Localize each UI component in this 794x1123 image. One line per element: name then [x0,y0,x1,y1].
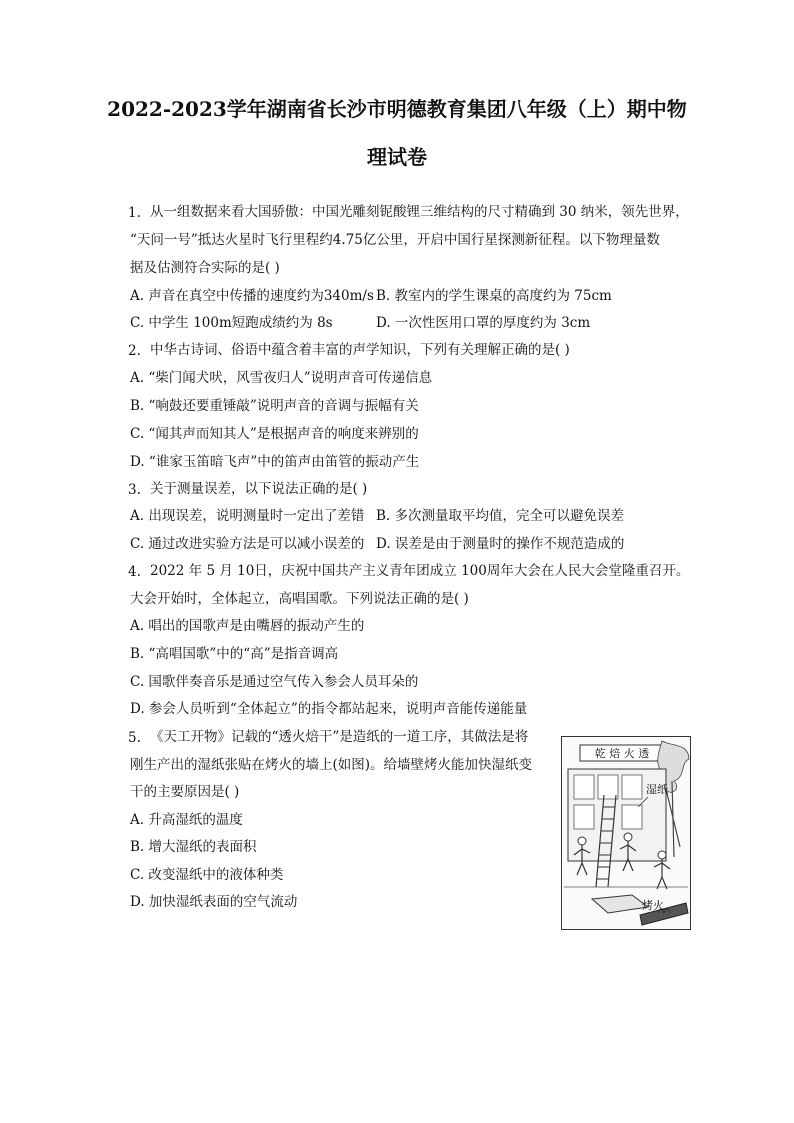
question-3-choice-d: D. 误差是由于测量时的操作不规范造成的 [376,536,625,552]
question-1-text-line2: “天问一号”抵达火星时飞行里程约4.75亿公里，开启中国行星探测新征程。以下物理量数 [130,232,660,248]
paper-sheet [598,775,618,799]
page-title-line2: 理试卷 [367,145,427,169]
worker-head [578,837,586,845]
question-3-choice-a: A. 出现误差，说明测量时一定出了差错 [130,508,365,524]
question-1-text-line1: 从一组数据来看大国骄傲：中国光雕刻铌酸锂三维结构的尺寸精确到 30 纳米，领先世界， [150,204,689,220]
question-4-choice-b: B. “高唱国歌”中的“高”是指音调高 [130,646,339,662]
illustration-drawing [562,737,690,929]
question-1-number: 1. [128,205,141,221]
question-1-choice-b: B. 教室内的学生课桌的高度约为 75cm [376,288,612,304]
question-2-choice-c: C. “闻其声而知其人”是根据声音的响度来辨别的 [130,426,419,442]
question-4-text-line1: 2022 年 5 月 10日，庆祝中国共产主义青年团成立 100周年大会在人民大会堂隆重召开。 [150,563,690,579]
paper-drying-illustration [561,736,691,930]
question-2-number: 2. [128,343,141,359]
paper-sheet [574,805,594,829]
worker-body [654,859,670,889]
label-fire: 烤火 [642,899,664,912]
paper-sheet [574,775,594,799]
question-5-text-line3: 干的主要原因是( ) [130,784,240,800]
paper-sheet [622,775,642,799]
question-4-text-line2: 大会开始时，全体起立，高唱国歌。下列说法正确的是( ) [130,591,469,607]
question-3-text-line1: 关于测量误差，以下说法正确的是( ) [150,481,368,497]
worker-head [658,851,666,859]
question-3-choice-c: C. 通过改进实验方法是可以减小误差的 [130,536,365,552]
question-5-choice-c: C. 改变湿纸中的液体种类 [130,867,284,883]
question-3-number: 3. [128,482,141,498]
question-5-choice-b: B. 增大湿纸的表面积 [130,839,257,855]
worker-head [624,833,632,841]
question-1-choice-a: A. 声音在真空中传播的速度约为340m/s [130,288,374,304]
question-5-number: 5. [128,730,141,746]
question-5-text-line2: 刚生产出的湿纸张贴在烤火的墙上(如图)。给墙壁烤火能加快湿纸变 [130,757,533,773]
question-3-choice-b: B. 多次测量取平均值，完全可以避免误差 [376,508,625,524]
question-4-choice-c: C. 国歌伴奏音乐是通过空气传入参会人员耳朵的 [130,674,419,690]
paper-stack [592,895,648,913]
question-5-text-line1: 《天工开物》记载的“透火焙干”是造纸的一道工序，其做法是将 [150,729,529,745]
page-title-line1: 2022-2023学年湖南省长沙市明德教育集团八年级（上）期中物 [107,97,687,121]
question-1-text-line3: 据及估测符合实际的是( ) [130,260,280,276]
question-1-choice-d: D. 一次性医用口罩的厚度约为 3cm [376,315,591,331]
paper-sheet [622,805,642,829]
question-2-choice-a: A. “柴门闻犬吠，风雪夜归人”说明声音可传递信息 [130,370,433,386]
question-5-choice-d: D. 加快湿纸表面的空气流动 [130,894,298,910]
question-4-number: 4. [128,564,141,580]
question-2-choice-d: D. “谁家玉笛暗飞声”中的笛声由笛管的振动产生 [130,454,420,470]
question-2-choice-b: B. “响鼓还要重锤敲”说明声音的音调与振幅有关 [130,398,419,414]
question-4-choice-d: D. 参会人员听到“全体起立”的指令都站起来，说明声音能传递能量 [130,701,528,717]
label-wet-paper: 湿纸 [646,783,668,796]
banner-text: 乾 焙 火 透 [594,747,650,760]
tree-trunk [666,781,680,857]
question-2-text-line1: 中华古诗词、俗语中蕴含着丰富的声学知识，下列有关理解正确的是( ) [150,342,570,358]
question-1-choice-c: C. 中学生 100m短跑成绩约为 8s [130,315,333,331]
question-5-choice-a: A. 升高湿纸的温度 [130,812,243,828]
question-4-choice-a: A. 唱出的国歌声是由嘴唇的振动产生的 [130,618,365,634]
